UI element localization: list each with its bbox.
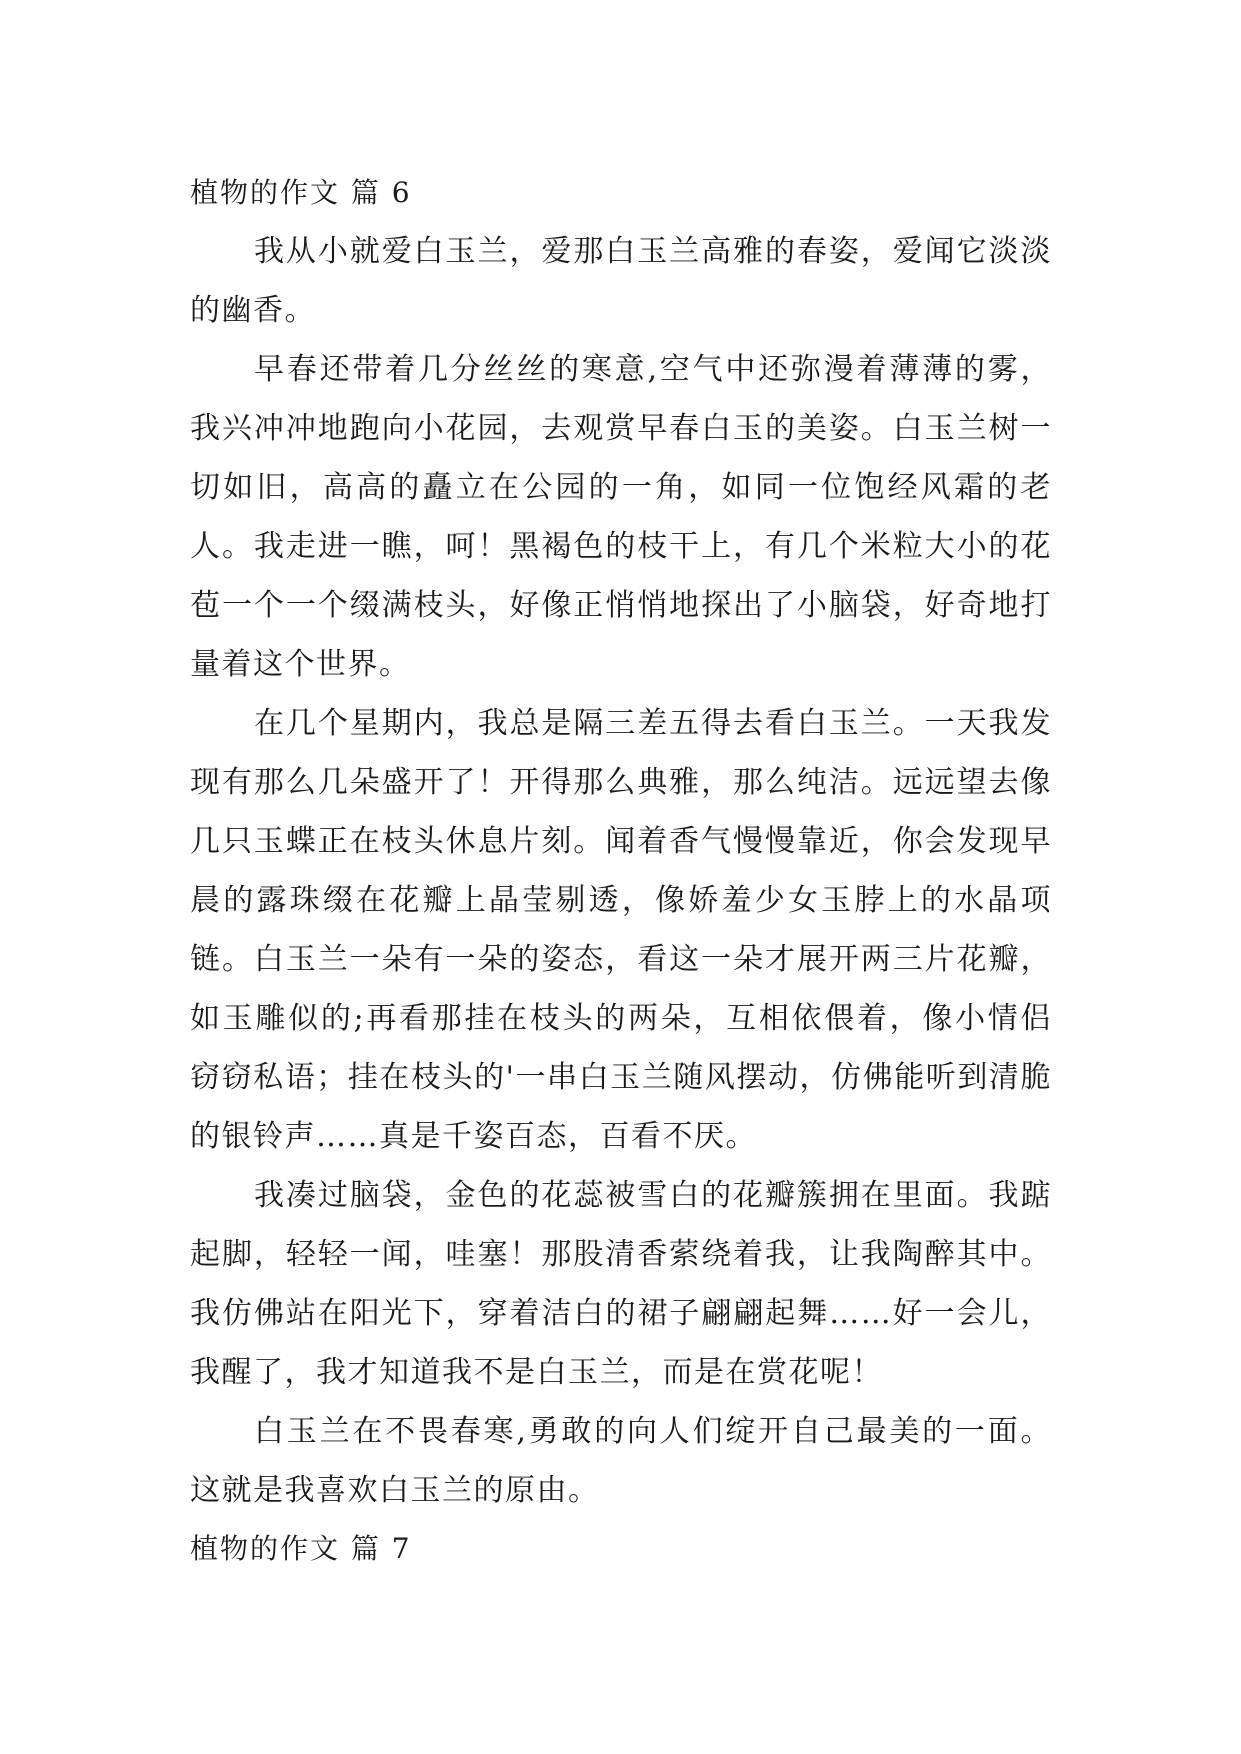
paragraph: 在几个星期内，我总是隔三差五得去看白玉兰。一天我发现有那么几朵盛开了！开得那么典雅，那么纯洁。远远望去像几只玉蝶正在枝头休息片刻。闻着香气慢慢靠近，你会发现早晨的露珠缀在花瓣上晶莹剔透，像娇羞少女玉脖上的水晶项链。白玉兰一朵有一朵的姿态，看这一朵才展开两三片花瓣，如玉雕似的;再看那挂在枝头的两朵，互相依偎着，像小情侣窃窃私语；挂在枝头的'一串白玉兰随风摆动，仿佛能听到清脆的银铃声……真是千姿百态，百看不厌。 <box>190 706 1052 1154</box>
paragraph: 白玉兰在不畏春寒,勇敢的向人们绽开自己最美的一面。这就是我喜欢白玉兰的原由。 <box>190 1414 1052 1508</box>
section-heading: 植物的作文 篇 6 <box>190 176 412 209</box>
paragraph: 我从小就爱白玉兰，爱那白玉兰高雅的春姿，爱闻它淡淡的幽香。 <box>190 234 1052 328</box>
section-heading: 植物的作文 篇 7 <box>190 1532 412 1565</box>
paragraph: 早春还带着几分丝丝的寒意,空气中还弥漫着薄薄的雾，我兴冲冲地跑向小花园，去观赏早春白玉的美姿。白玉兰树一切如旧，高高的矗立在公园的一角，如同一位饱经风霜的老人。我走进一瞧，呵！黑褐色的枝干上，有几个米粒大小的花苞一个一个缀满枝头，好像正悄悄地探出了小脑袋，好奇地打量着这个世界。 <box>190 352 1052 682</box>
paragraph: 我凑过脑袋，金色的花蕊被雪白的花瓣簇拥在里面。我踮起脚，轻轻一闻，哇塞！那股清香萦绕着我，让我陶醉其中。我仿佛站在阳光下，穿着洁白的裙子翩翩起舞……好一会儿，我醒了，我才知道我不是白玉兰，而是在赏花呢！ <box>190 1178 1052 1390</box>
document-body <box>190 164 1052 1578</box>
